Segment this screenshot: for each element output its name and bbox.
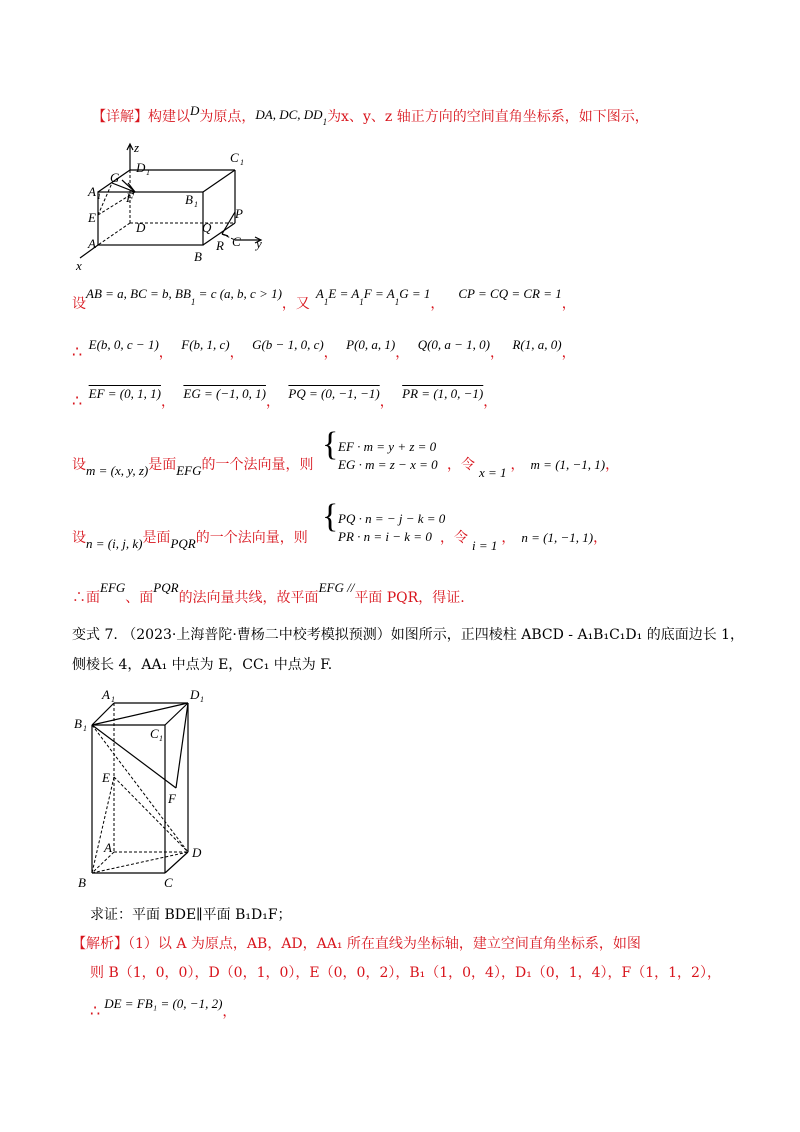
vector-EF: EF = (0, 1, 1) xyxy=(88,386,161,401)
n-she: 设 xyxy=(72,530,86,546)
normal-m-line xyxy=(72,455,314,478)
analysis-line-3 xyxy=(90,993,237,1020)
axis-vectors-sub: 1 xyxy=(322,116,328,127)
m-eq2: EG · m = z − x = 0 xyxy=(338,457,438,472)
figure-2-prism xyxy=(70,685,220,895)
vsep-2: ， xyxy=(265,394,280,410)
vector-PR: PR = (1, 0, −1) xyxy=(402,386,484,401)
assume-expr-sub: 1 xyxy=(190,296,196,307)
fig2-label-D1-sub: 1 xyxy=(200,695,204,704)
analysis-eq: DE = FB₁ = (0, −1, 2) xyxy=(104,996,223,1011)
fig2-label-A1: A xyxy=(102,687,110,702)
detail-text-1: 构建以 xyxy=(148,109,190,125)
fig2-label-D1: D xyxy=(190,687,200,702)
normal-n-line xyxy=(72,528,308,551)
fig1-label-Q: Q xyxy=(202,220,212,235)
assume-end: ， xyxy=(561,296,576,312)
fig1-label-C1: C xyxy=(230,150,239,165)
analysis-end: ， xyxy=(222,1004,237,1020)
n-def: n = (i, j, k) xyxy=(86,536,143,551)
points-line xyxy=(72,334,576,361)
sep-4: ， xyxy=(395,345,410,361)
assume-expr4: CP = CQ = CR = 1 xyxy=(458,286,562,301)
fig1-label-z: z xyxy=(134,140,140,155)
fig1-label-A1: A xyxy=(88,184,96,199)
vsep-3: ， xyxy=(379,394,394,410)
vsep-4: ， xyxy=(483,394,498,410)
analysis-prefix: 【解析】 xyxy=(72,936,128,952)
point-P: P(0, a, 1) xyxy=(346,337,396,352)
point-E: E(b, 0, c − 1) xyxy=(88,337,159,352)
point-R: R(1, a, 0) xyxy=(512,337,562,352)
detail-line-1 xyxy=(92,103,649,132)
n-t1: 是面 xyxy=(142,530,171,546)
detail-text-2: 为原点， xyxy=(199,109,256,125)
n-end: ， xyxy=(593,530,608,546)
analysis-line-2: 则 B（1，0，0），D（0，1，0），E（0，0，2），B₁（1，0，4），D₁（0，1，4），F（1，1，2）， xyxy=(90,965,721,981)
fig1-label-D: D xyxy=(136,220,146,235)
m-ling: ，令 xyxy=(447,457,475,473)
m-t1: 是面 xyxy=(148,457,177,473)
analysis-text: （1）以 A 为原点，AB，AD，AA₁ 所在直线为坐标轴，建立空间直角坐标系，如图 xyxy=(128,936,641,952)
n-t2: 的一个法向量，则 xyxy=(195,530,308,546)
n-plane: PQR xyxy=(170,536,196,551)
m-comma: ， xyxy=(510,457,525,473)
assume-expr3b: E = A xyxy=(328,286,360,301)
fig1-label-D1-sub: 1 xyxy=(146,168,150,177)
c-t4: 平面 PQR，得证. xyxy=(354,590,465,606)
variant-line-2: 侧棱长 4，AA₁ 中点为 E，CC₁ 中点为 F. xyxy=(72,657,333,673)
n-eq2: PR · n = i − k = 0 xyxy=(338,529,432,544)
conclusion-line xyxy=(72,580,465,608)
fig1-label-B1: B xyxy=(185,192,193,207)
n-result: n = (1, −1, 1) xyxy=(521,530,594,545)
m-eq1: EF · m = y + z = 0 xyxy=(338,439,437,454)
m-let xyxy=(447,455,620,480)
fig2-label-F: F xyxy=(168,791,176,806)
assume-comma: ， xyxy=(281,296,296,312)
assume-expr3: A xyxy=(315,286,324,301)
assume-expr2: = c (a, b, c > 1) xyxy=(195,286,282,301)
assume-expr: AB = a, BC = b, BB xyxy=(86,286,191,301)
m-she: 设 xyxy=(72,457,86,473)
n-system xyxy=(322,498,446,546)
fig2-label-C: C xyxy=(164,875,173,890)
point-F: F(b, 1, c) xyxy=(181,337,230,352)
assume-comma-2: ， xyxy=(430,296,445,312)
vsep-1: ， xyxy=(160,394,175,410)
n-let xyxy=(440,528,608,553)
therefore-1: ∴ xyxy=(72,342,83,361)
sep-5: ， xyxy=(490,345,505,361)
fig1-label-B1-sub: 1 xyxy=(194,200,198,209)
c-t1: ∴面 xyxy=(72,590,100,606)
fig2-label-C1: C xyxy=(150,726,159,741)
assume-expr3-sub: 1 xyxy=(323,296,329,307)
point-G: G(b − 1, 0, c) xyxy=(252,337,324,352)
origin-D: D xyxy=(190,103,200,118)
m-def: m = (x, y, z) xyxy=(86,463,149,478)
fig1-label-F: F xyxy=(126,190,134,205)
n-brace: { xyxy=(322,498,339,535)
n-ling: ，令 xyxy=(440,530,468,546)
m-plane: EFG xyxy=(176,463,202,478)
axis-vectors: DA, DC, DD xyxy=(255,107,323,122)
sep-3: ， xyxy=(323,345,338,361)
fig1-label-B: B xyxy=(194,249,202,264)
n-eq1: PQ · n = − j − k = 0 xyxy=(338,511,446,526)
m-end: ， xyxy=(605,457,620,473)
c-p1: EFG xyxy=(100,580,126,595)
fig2-label-B1: B xyxy=(74,716,82,731)
c-t3: 的法向量共线，故平面 xyxy=(178,590,319,606)
vector-PQ: PQ = (0, −1, −1) xyxy=(288,386,380,401)
assume-line xyxy=(72,288,576,313)
fig1-label-x: x xyxy=(76,258,82,273)
m-system xyxy=(322,426,438,474)
prove-line: 求证：平面 BDE∥平面 B₁D₁F； xyxy=(90,907,292,923)
therefore-2: ∴ xyxy=(72,391,83,410)
variant-line-1: 变式 7. （2023·上海普陀·曹杨二中校考模拟预测）如图所示，正四棱柱 ABCD - A₁B₁C₁D₁ 的底面边长 1， xyxy=(72,627,745,643)
n-i1: i = 1 xyxy=(472,538,498,553)
detail-prefix: 【详解】 xyxy=(92,109,148,125)
sep-2: ， xyxy=(229,345,244,361)
therefore-3: ∴ xyxy=(90,1001,101,1020)
fig1-label-R: R xyxy=(216,238,224,253)
c-p3: EFG // xyxy=(318,580,355,595)
m-result: m = (1, −1, 1) xyxy=(530,457,606,472)
fig2-label-B: B xyxy=(78,875,86,890)
detail-text-3: 为x、y、z 轴正方向的空间直角坐标系，如下图示， xyxy=(327,109,649,125)
c-t2: 、面 xyxy=(125,590,154,606)
assume-expr3b-sub: 1 xyxy=(359,296,364,307)
fig2-label-A1-sub: 1 xyxy=(111,695,115,704)
vector-EG: EG = (−1, 0, 1) xyxy=(183,386,266,401)
fig1-label-y: y xyxy=(256,236,262,251)
assume-you: 又 xyxy=(295,296,310,312)
assume-expr3c: F = A xyxy=(363,286,395,301)
assume-expr3d: G = 1 xyxy=(399,286,431,301)
sep-6: ， xyxy=(561,345,576,361)
fig1-label-D1: D xyxy=(136,160,146,175)
fig1-label-C: C xyxy=(232,234,241,249)
c-p2: PQR xyxy=(153,580,179,595)
analysis-line-1 xyxy=(72,934,641,954)
fig1-label-A: A xyxy=(88,236,96,251)
fig1-label-P: P xyxy=(235,206,243,221)
fig2-label-E: E xyxy=(102,770,110,785)
fig2-label-D: D xyxy=(192,845,202,860)
fig2-label-C1-sub: 1 xyxy=(159,734,163,743)
m-t2: 的一个法向量，则 xyxy=(201,457,314,473)
point-Q: Q(0, a − 1, 0) xyxy=(417,337,491,352)
fig1-label-G: G xyxy=(110,170,120,185)
fig1-label-C1-sub: 1 xyxy=(240,158,244,167)
m-x1: x = 1 xyxy=(479,465,507,480)
assume-she: 设 xyxy=(72,296,86,312)
sep-1: ， xyxy=(158,345,173,361)
m-brace: { xyxy=(322,426,339,463)
vectors-line xyxy=(72,383,498,410)
fig2-label-A: A xyxy=(104,840,112,855)
n-comma: ， xyxy=(501,530,516,546)
fig1-label-A1-sub: 1 xyxy=(97,192,101,201)
assume-expr3c-sub: 1 xyxy=(394,296,400,307)
fig1-label-E: E xyxy=(88,210,96,225)
fig2-label-B1-sub: 1 xyxy=(83,724,87,733)
figure-1-cuboid xyxy=(70,140,280,275)
